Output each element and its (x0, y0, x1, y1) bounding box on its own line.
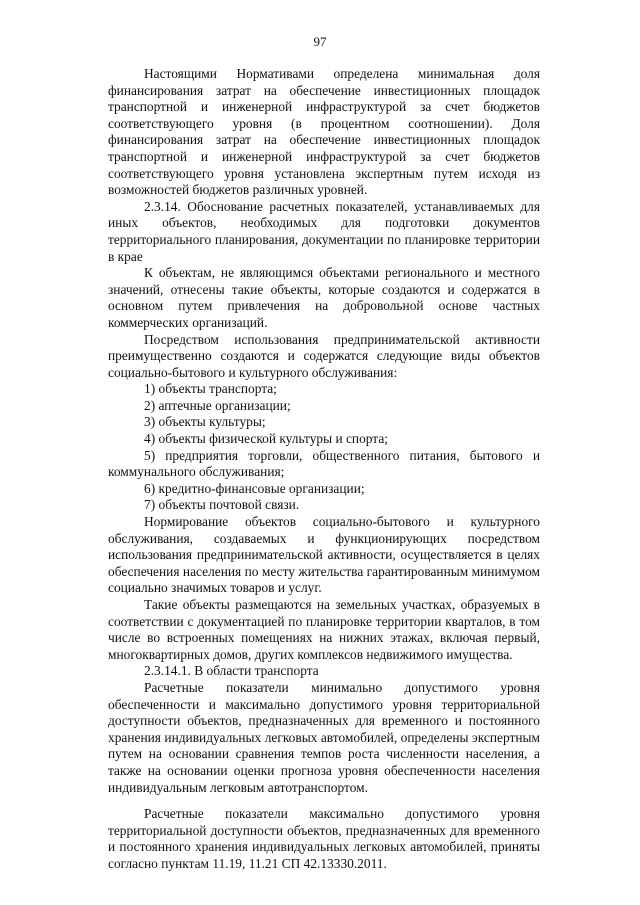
paragraph-normalization: Нормирование объектов социально-бытового и культурного обслуживания, создаваемых и функционирующих посредством использования предпринимательской активности, осуществляется в целях обеспечения населения по месту жительства гарантированным минимумом социально значимых товаров и услуг. (108, 514, 540, 596)
paragraph-placement: Такие объекты размещаются на земельных участках, образуемых в соответствии с документацией по планировке территории кварталов, в том числе во встроенных помещениях на нижних этажах, включая первый, многоквартирных домов, других комплексов недвижимого имущества. (108, 597, 540, 662)
list-item-postal: 7) объекты почтовой связи. (144, 497, 300, 513)
paragraph-object-types-intro: Посредством использования предпринимательской активности преимущественно создаются и содержатся следующие виды объектов социально-бытового и культурного обслуживания: (108, 331, 540, 380)
list-item-pharmacies: 2) аптечные организации; (144, 397, 291, 413)
document-body (108, 66, 540, 873)
list-item-finance: 6) кредитно-финансовые организации; (144, 480, 365, 496)
paragraph-calculation-min: Расчетные показатели минимально допустимого уровня обеспеченности и максимально допустимого уровня территориальной доступности объектов, предназначенных для временного и постоянного хранения индивидуальных легковых автомобилей, определены экспертным путем на основании сравнения темпов роста численности населения, а также на основании оценки прогноза уровня обеспеченности населения индивидуальным легковым автотранспортом. (108, 679, 540, 795)
paragraph-financing: Настоящими Нормативами определена минимальная доля финансирования затрат на обеспечение инвестиционных площадок транспортной и инженерной инфраструктурой за счет бюджетов соответствующего уровня (в процентном соотношении). Доля финансирования затрат на обеспечение инвестиционных площадок транспортной и инженерной инфраструктурой за счет бюджетов соответствующего уровня установлена экспертным путем исходя из возможностей бюджетов различных уровней. (108, 66, 540, 198)
list-item-trade: 5) предприятия торговли, общественного питания, бытового и коммунального обслуживания; (108, 447, 540, 480)
paragraph-objects-definition: К объектам, не являющимся объектами регионального и местного значений, отнесены такие объекты, которые создаются и содержатся в основном путем привлечения на добровольной основе частных коммерческих организаций. (108, 265, 540, 330)
section-heading-2-3-14: 2.3.14. Обоснование расчетных показателей, устанавливаемых для иных объектов, необходимых для подготовки документов территориального планирования, документации по планировке территории в крае (108, 198, 540, 264)
list-item-transport: 1) объекты транспорта; (144, 381, 277, 397)
section-heading-2-3-14-1: 2.3.14.1. В области транспорта (144, 663, 319, 679)
paragraph-calculation-max: Расчетные показатели максимально допустимого уровня территориальной доступности объектов, предназначенных для временного и постоянного хранения индивидуальных легковых автомобилей, приняты согласно пунктам 11.19, 11.21 СП 42.13330.2011. (108, 806, 540, 871)
list-item-culture: 3) объекты культуры; (144, 414, 266, 430)
page-number: 97 (313, 34, 327, 49)
list-item-sport: 4) объекты физической культуры и спорта; (144, 431, 388, 447)
